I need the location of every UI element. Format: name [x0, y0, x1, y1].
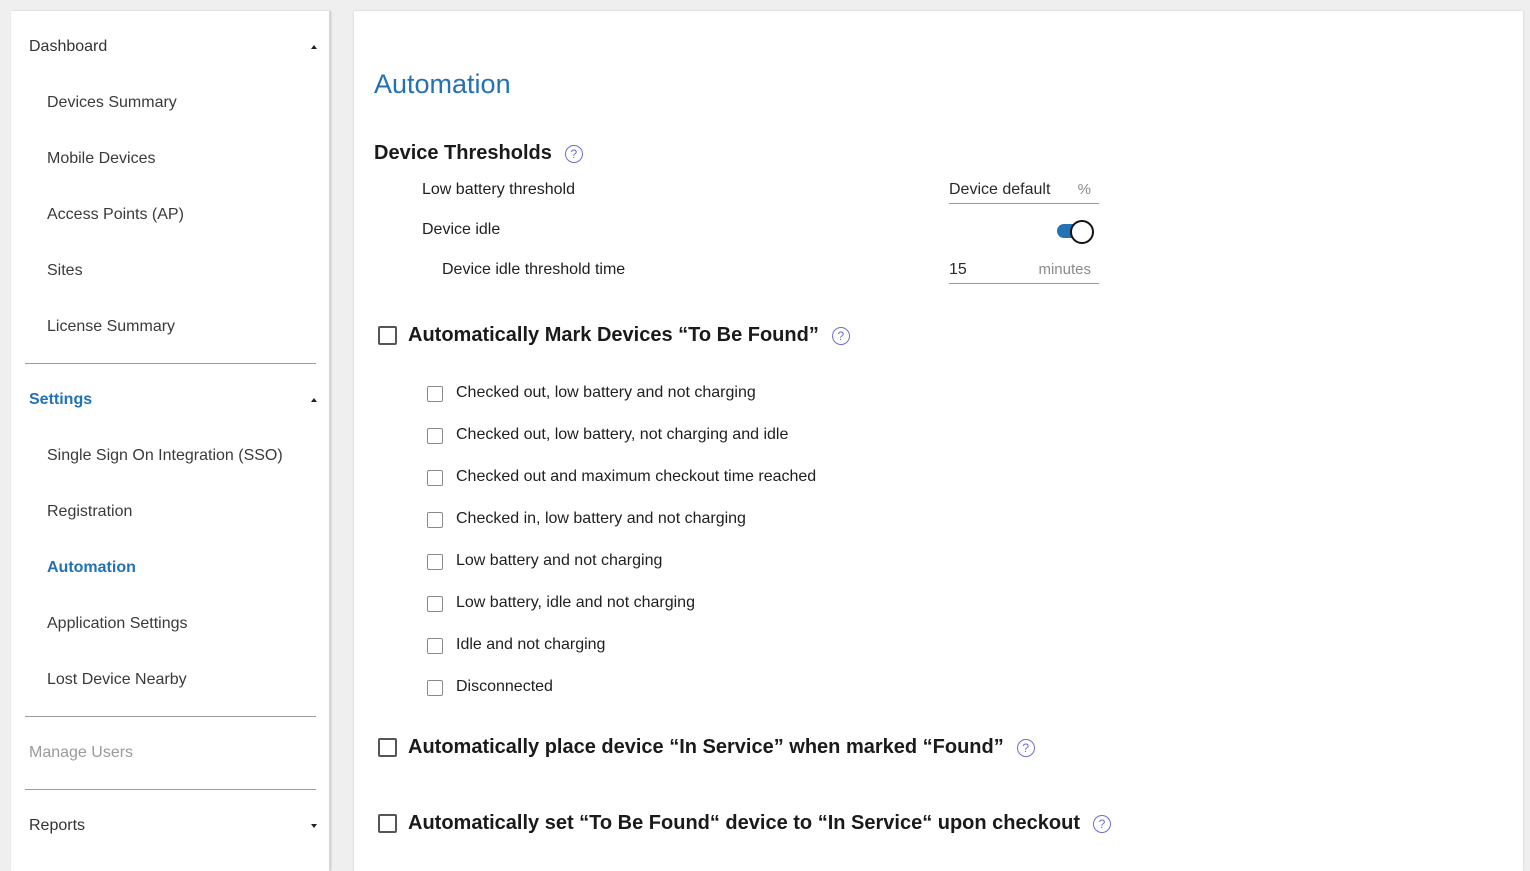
in-service-checkout-heading — [408, 812, 1111, 835]
sidebar-divider — [25, 363, 316, 364]
low-battery-unit: % — [1077, 181, 1091, 198]
sidebar-section-label: Reports — [29, 817, 86, 834]
option-checkbox[interactable] — [427, 638, 443, 654]
help-icon[interactable]: ? — [832, 327, 850, 345]
device-idle-toggle[interactable] — [1057, 220, 1093, 242]
sidebar-item-lost-device-nearby[interactable]: Lost Device Nearby — [47, 671, 187, 688]
idle-time-unit: minutes — [1038, 261, 1091, 278]
option-checkbox[interactable] — [427, 680, 443, 696]
sidebar-section-settings[interactable] — [29, 388, 317, 412]
caret-up-icon — [311, 398, 317, 402]
sidebar-item-devices-summary[interactable]: Devices Summary — [47, 94, 177, 111]
sidebar-item-access-points[interactable]: Access Points (AP) — [47, 206, 184, 223]
heading-text: Automatically Mark Devices “To Be Found” — [408, 324, 819, 346]
heading-text: Device Thresholds — [374, 142, 552, 164]
sidebar-item-registration[interactable]: Registration — [47, 503, 133, 520]
sidebar-item-sso[interactable]: Single Sign On Integration (SSO) — [47, 447, 283, 464]
sidebar-divider — [25, 789, 316, 790]
caret-up-icon — [311, 45, 317, 49]
help-icon[interactable]: ? — [565, 145, 583, 163]
option-label: Low battery, idle and not charging — [456, 594, 695, 611]
heading-text: Automatically place device “In Service” when marked “Found” — [408, 736, 1004, 758]
option-checkbox[interactable] — [427, 470, 443, 486]
sidebar — [11, 11, 330, 871]
low-battery-field[interactable] — [949, 176, 1099, 204]
sidebar-section-label: Settings — [29, 391, 93, 408]
device-idle-label: Device idle — [422, 221, 501, 238]
to-be-found-checkbox[interactable] — [378, 326, 397, 345]
sidebar-item-application-settings[interactable]: Application Settings — [47, 615, 188, 632]
main-panel — [354, 11, 1523, 871]
option-checkbox[interactable] — [427, 428, 443, 444]
sidebar-section-dashboard[interactable] — [29, 35, 317, 59]
to-be-found-heading — [408, 324, 850, 347]
option-checkbox[interactable] — [427, 554, 443, 570]
help-icon[interactable]: ? — [1017, 739, 1035, 757]
toggle-knob — [1070, 220, 1094, 244]
heading-text: Automatically set “To Be Found“ device to “In Service“ upon checkout — [408, 812, 1080, 834]
sidebar-item-mobile-devices[interactable]: Mobile Devices — [47, 150, 156, 167]
idle-time-value: 15 — [949, 260, 967, 278]
caret-down-icon — [311, 824, 317, 828]
sidebar-section-label: Manage Users — [29, 744, 134, 761]
in-service-checkout-checkbox[interactable] — [378, 814, 397, 833]
sidebar-divider — [25, 716, 316, 717]
option-label: Disconnected — [456, 678, 553, 695]
sidebar-item-automation[interactable]: Automation — [47, 559, 136, 576]
sidebar-section-label: Dashboard — [29, 38, 108, 55]
idle-time-label: Device idle threshold time — [442, 261, 626, 278]
option-checkbox[interactable] — [427, 386, 443, 402]
device-thresholds-heading — [374, 142, 583, 165]
option-label: Checked in, low battery and not charging — [456, 510, 746, 527]
page-title: Automation — [374, 69, 511, 99]
option-label: Checked out, low battery, not charging and idle — [456, 426, 789, 443]
sidebar-section-reports[interactable] — [29, 814, 317, 838]
option-label: Checked out, low battery and not charging — [456, 384, 756, 401]
option-label: Idle and not charging — [456, 636, 606, 653]
sidebar-item-sites[interactable]: Sites — [47, 262, 83, 279]
in-service-found-heading — [408, 736, 1035, 759]
option-label: Checked out and maximum checkout time reached — [456, 468, 817, 485]
low-battery-label: Low battery threshold — [422, 181, 575, 198]
help-icon[interactable]: ? — [1093, 815, 1111, 833]
option-label: Low battery and not charging — [456, 552, 663, 569]
sidebar-item-license-summary[interactable]: License Summary — [47, 318, 176, 335]
idle-time-field[interactable] — [949, 256, 1099, 284]
in-service-found-checkbox[interactable] — [378, 738, 397, 757]
option-checkbox[interactable] — [427, 512, 443, 528]
sidebar-section-manage-users[interactable] — [29, 741, 317, 765]
low-battery-value: Device default — [949, 180, 1051, 198]
option-checkbox[interactable] — [427, 596, 443, 612]
